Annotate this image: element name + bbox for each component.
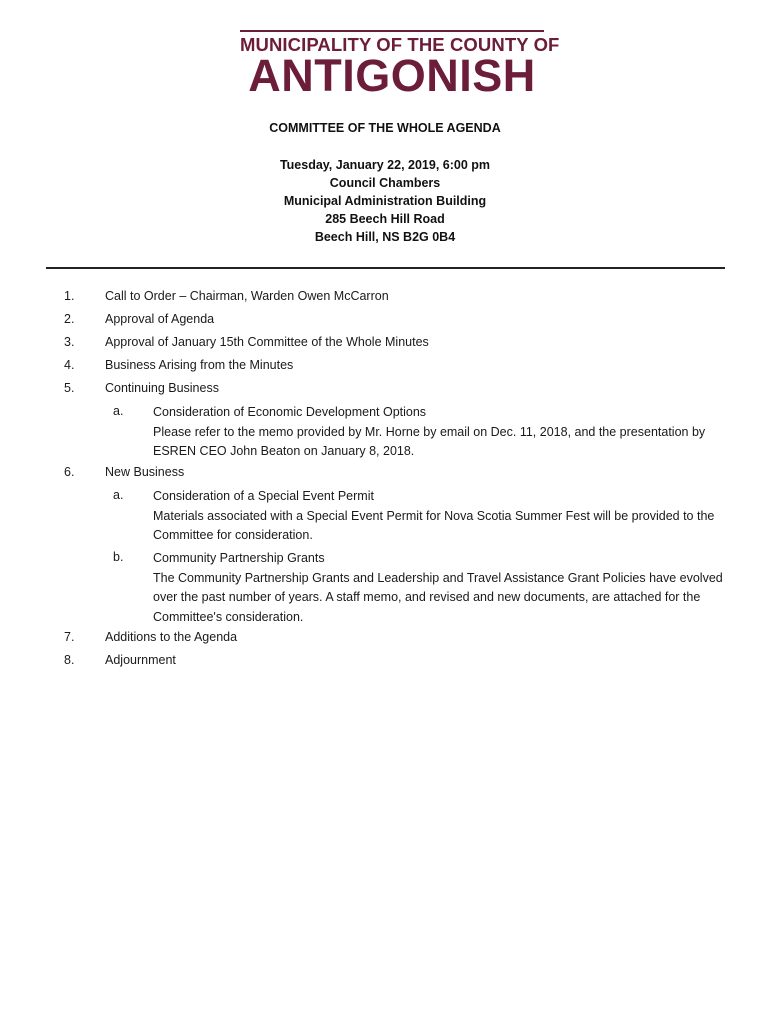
meeting-room: Council Chambers: [329, 176, 441, 190]
item-label: Continuing Business: [105, 381, 219, 395]
subitem-letter: b.: [113, 550, 124, 564]
item-label: Call to Order – Chairman, Warden Owen McCarron: [105, 289, 389, 303]
meeting-street: 285 Beech Hill Road: [325, 212, 445, 226]
subitem-title: Consideration of a Special Event Permit: [153, 489, 374, 503]
item-number: 6.: [64, 465, 75, 479]
item-number: 7.: [64, 630, 75, 644]
item-label: Adjournment: [105, 653, 176, 667]
item-label: Business Arising from the Minutes: [105, 358, 294, 372]
item-label: New Business: [105, 465, 185, 479]
item-number: 2.: [64, 312, 75, 326]
item-number: 5.: [64, 381, 75, 395]
logo-line-1: MUNICIPALITY OF THE COUNTY OF: [240, 34, 560, 55]
meeting-details: [0, 156, 770, 246]
logo-line-2: ANTIGONISH: [248, 50, 536, 101]
agenda-title-block: [0, 119, 770, 137]
item-number: 1.: [64, 289, 75, 303]
subitem-body: Please refer to the memo provided by Mr. Horne by email on Dec. 11, 2018, and the presentation by ESREN CEO John Beaton on January 8, 2018.: [153, 424, 706, 458]
item-label: Approval of Agenda: [105, 312, 215, 326]
meeting-building: Municipal Administration Building: [283, 194, 487, 208]
agenda-title: COMMITTEE OF THE WHOLE AGENDA: [269, 121, 501, 135]
subitem-title: Consideration of Economic Development Options: [153, 405, 427, 419]
header-divider: [46, 267, 725, 269]
item-number: 3.: [64, 335, 75, 349]
logo-rule: [240, 30, 544, 32]
municipality-logo: [240, 30, 560, 101]
subitem-body: Materials associated with a Special Event Permit for Nova Scotia Summer Fest will be provided to the Committee for consideration.: [153, 508, 715, 542]
meeting-date: Tuesday, January 22, 2019, 6:00 pm: [279, 158, 491, 172]
subitem-letter: a.: [113, 488, 124, 502]
subitem-letter: a.: [113, 404, 124, 418]
item-label: Additions to the Agenda: [105, 630, 238, 644]
subitem-title: Community Partnership Grants: [153, 551, 325, 565]
item-number: 8.: [64, 653, 75, 667]
item-label: Approval of January 15th Committee of the Whole Minutes: [105, 335, 429, 349]
item-number: 4.: [64, 358, 75, 372]
meeting-city: Beech Hill, NS B2G 0B4: [314, 230, 456, 244]
subitem-body: The Community Partnership Grants and Leadership and Travel Assistance Grant Policies have evolved over the past number of years. A staff memo, and revised and new documents, are attached for the Committee's consideration.: [153, 570, 723, 624]
